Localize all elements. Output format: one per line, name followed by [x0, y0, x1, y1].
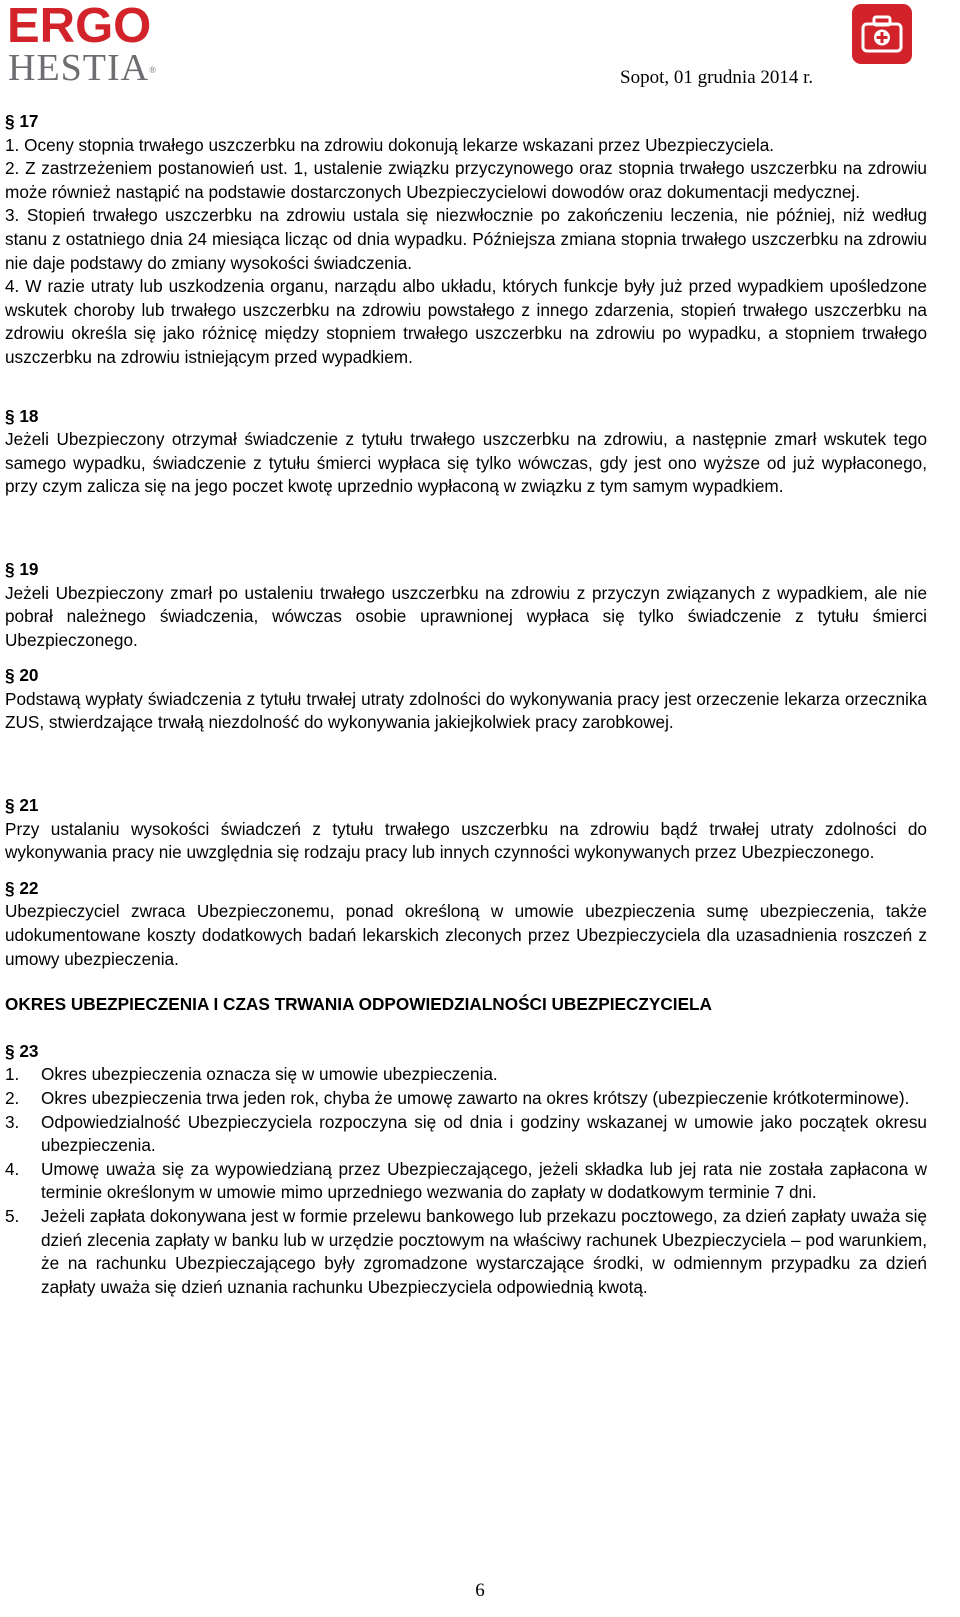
- section-17-item-1: 1. Oceny stopnia trwałego uszczerbku na zdrowiu dokonują lekarze wskazani przez Ubezpieczyciela.: [5, 134, 775, 155]
- document-body: [5, 110, 927, 1299]
- hestia-logo-text: [8, 47, 157, 89]
- ergo-logo-text: ERGO: [7, 0, 152, 53]
- list-item: [5, 1111, 927, 1158]
- section-19: [5, 558, 927, 652]
- section-heading: § 22: [5, 877, 39, 898]
- section-20: [5, 664, 927, 735]
- list-item-text: Jeżeli zapłata dokonywana jest w formie przelewu bankowego lub przekazu pocztowego, za dzień zapłaty uważa się dzień zlecenia zapłaty w banku lub w urzędzie pocztowym na właściwy rachunek Ubezpieczyciela – pod warunkiem, że na rachunku Ubezpieczającego były zgromadzone wystarczające środki, w odmiennym przypadku za dzień zapłaty uważa się dzień uznania rachunku Ubezpieczyciela odpowiednią kwotą.: [41, 1205, 927, 1297]
- section-21-text: Przy ustalaniu wysokości świadczeń z tytułu trwałego uszczerbku na zdrowiu bądź trwałej utraty zdolności do wykonywania pracy nie uwzględnia się rodzaju pracy lub innych czynności wykonywanych przez Ubezpieczonego.: [5, 818, 927, 863]
- first-aid-kit-icon: [852, 4, 912, 64]
- section-20-text: Podstawą wypłaty świadczenia z tytułu trwałej utraty zdolności do wykonywania pracy jest orzeczenie lekarza orzecznika ZUS, stwierdzające trwałą niezdolność do wykonywania jakiejkolwiek pracy zarobkowej.: [5, 688, 927, 733]
- list-item-text: Okres ubezpieczenia oznacza się w umowie ubezpieczenia.: [41, 1064, 498, 1085]
- list-item: [5, 1205, 927, 1299]
- list-item-number: 5.: [5, 1205, 20, 1226]
- section-22: [5, 877, 927, 971]
- section-heading: § 20: [5, 665, 39, 686]
- section-17-item-3: 3. Stopień trwałego uszczerbku na zdrowiu ustala się niezwłocznie po zakończeniu leczenia, nie później, niż według stanu z ostatniego dnia 24 miesiąca licząc od dnia wypadku. Późniejsza zmiana stopnia trwałego uszczerbku na zdrowiu nie daje podstawy do zmiany wysokości świadczenia.: [5, 205, 927, 273]
- page-number: 6: [475, 1580, 485, 1601]
- list-item-number: 2.: [5, 1088, 20, 1108]
- section-heading: § 17: [5, 111, 39, 131]
- section-17-item-4: 4. W razie utraty lub uszkodzenia organu, narządu albo układu, których funkcje były już przed wypadkiem upośledzone wskutek choroby lub trwałego uszczerbku na zdrowiu powstałego z innego zdarzenia, stopień trwałego uszczerbku na zdrowiu określa się jako różnicę między stopniem trwałego uszczerbku na zdrowiu po wypadku, a stopniem trwałego uszczerbku na zdrowiu istniejącym przed wypadkiem.: [5, 276, 927, 367]
- list-item-number: 4.: [5, 1158, 20, 1179]
- section-heading: § 21: [5, 795, 39, 816]
- section-heading: § 23: [5, 1040, 39, 1061]
- registered-mark: ®: [149, 65, 157, 75]
- section-19-text: Jeżeli Ubezpieczony zmarł po ustaleniu trwałego uszczerbku na zdrowiu z przyczyn związanych z wypadkiem, ale nie pobrał należnego świadczenia, wówczas osobie uprawnionej wypłaca się tylko świadczenie z tytułu śmierci Ubezpieczonego.: [5, 582, 927, 650]
- list-item-number: 3.: [5, 1111, 20, 1132]
- list-item: [5, 1158, 927, 1205]
- section-17-item-2: 2. Z zastrzeżeniem postanowień ust. 1, ustalenie związku przyczynowego oraz stopnia trwałego uszczerbku na zdrowiu może również nastąpić na podstawie dostarczonych Ubezpieczycielowi dowodów oraz dokumentacji medycznej.: [5, 158, 927, 202]
- section-21: [5, 794, 927, 865]
- section-heading: § 18: [5, 405, 39, 426]
- section-heading: § 19: [5, 558, 39, 579]
- section-22-text: Ubezpieczyciel zwraca Ubezpieczonemu, ponad określoną w umowie ubezpieczenia sumę ubezpieczenia, także udokumentowane koszty dodatkowych badań lekarskich zleconych przez Ubezpieczyciela dla uzasadnienia roszczeń z umowy ubezpieczenia.: [5, 901, 927, 969]
- list-item-text: Odpowiedzialność Ubezpieczyciela rozpoczyna się od dnia i godziny wskazanej w umowie jako początek okresu ubezpieczenia.: [41, 1111, 927, 1156]
- document-date: Sopot, 01 grudnia 2014 r.: [620, 67, 814, 88]
- list-item: [5, 1063, 927, 1087]
- list-item: [5, 1087, 927, 1111]
- hestia-logo-word: HESTIA: [8, 47, 150, 89]
- list-item-text: Okres ubezpieczenia trwa jeden rok, chyba że umowę zawarto na okres krótszy (ubezpieczenie krótkoterminowe).: [41, 1088, 910, 1108]
- section-23: [5, 1040, 927, 1300]
- section-18-text: Jeżeli Ubezpieczony otrzymał świadczenie z tytułu trwałego uszczerbku na zdrowiu, a następnie zmarł wskutek tego samego wypadku, świadczenie z tytułu śmierci wypłaca się tylko wówczas, gdy jest ono wyższe od już wypłaconego, przy czym zalicza się na jego poczet kwotę uprzednio wypłaconą w związku z tym samym wypadkiem.: [5, 429, 927, 497]
- chapter-heading: OKRES UBEZPIECZENIA I CZAS TRWANIA ODPOWIEDZIALNOŚCI UBEZPIECZYCIELA: [5, 994, 712, 1015]
- list-item-number: 1.: [5, 1064, 20, 1085]
- list-item-text: Umowę uważa się za wypowiedzianą przez Ubezpieczającego, jeżeli składka lub jej rata nie została zapłacona w terminie określonym w umowie mimo uprzedniego wezwania do zapłaty w dodatkowym terminie 7 dni.: [41, 1158, 927, 1203]
- section-17: [5, 110, 927, 370]
- section-18: [5, 405, 927, 499]
